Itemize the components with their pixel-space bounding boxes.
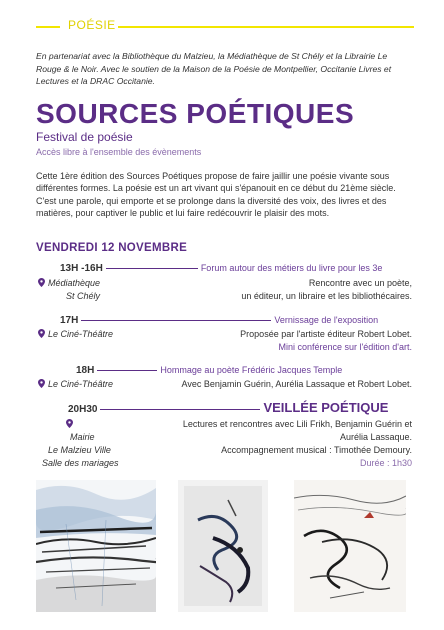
event-3-detail: Avec Benjamin Guérin, Aurélia Lassaque et Robert Lobet. bbox=[181, 379, 412, 389]
location-pin-icon bbox=[38, 329, 45, 338]
event-1-header bbox=[60, 263, 412, 274]
event-2-place: Le Ciné-Théâtre bbox=[48, 329, 114, 339]
artwork-sketch-illustration bbox=[294, 480, 406, 612]
event-3-dash bbox=[97, 370, 157, 371]
event-1-detail-1: Rencontre avec un poète, bbox=[308, 278, 412, 288]
header-rule-left bbox=[36, 26, 60, 28]
event-1-time: 13H -16H bbox=[60, 263, 103, 274]
event-2-detail-1: Proposée par l'artiste éditeur Robert Lobet. bbox=[240, 329, 412, 339]
event-4-detail-2: Aurélia Lassaque. bbox=[339, 432, 412, 442]
event-1-place-1: Médiathèque bbox=[48, 278, 101, 288]
artwork-landscape-illustration bbox=[36, 480, 156, 612]
artwork-image-1 bbox=[36, 480, 156, 612]
festival-description: Cette 1ère édition des Sources Poétiques propose de faire jaillir une poésie vivante sous différentes formes. La poésie est un art vivant qui s'épanouit en ce début du 21ème siècle. C'est une parole, qui emporte et se prolonge dans la diversité des voix, des livres et des matières, pour captiver le public et lui faire redécouvrir le plaisir des mots. bbox=[36, 171, 396, 218]
day-heading: VENDREDI 12 NOVEMBRE bbox=[36, 242, 188, 254]
event-1-detail-2: un éditeur, un libraire et les bibliothécaires. bbox=[241, 291, 412, 301]
event-3-place: Le Ciné-Théâtre bbox=[48, 379, 114, 389]
event-1-title: Forum autour des métiers du livre pour les 3e bbox=[200, 263, 383, 273]
event-3-header bbox=[76, 365, 412, 376]
event-4-place-3: Salle des mariages bbox=[42, 458, 119, 468]
event-2-detail-2: Mini conférence sur l'édition d'art. bbox=[278, 342, 412, 352]
event-4-place-2: Le Malzieu Ville bbox=[48, 445, 111, 455]
event-4-dash bbox=[100, 409, 260, 410]
event-3-time: 18H bbox=[76, 365, 95, 376]
partners-intro: En partenariat avec la Bibliothèque du Malzieu, la Médiathèque de St Chély et la Librairie Le Rouge & le Noir. Avec le soutien de la Maison de la Poésie de Montpellier, Occitanie Livres et Lectures et la DRAC Occitanie. bbox=[36, 51, 392, 86]
artwork-image-3 bbox=[294, 480, 406, 612]
location-pin-icon bbox=[66, 419, 73, 428]
section-label: POÉSIE bbox=[68, 18, 116, 32]
event-4-title: VEILLÉE POÉTIQUE bbox=[263, 400, 389, 415]
event-2-title: Vernissage de l'exposition bbox=[274, 315, 379, 325]
artwork-image-2 bbox=[178, 480, 268, 612]
artwork-brush-illustration bbox=[178, 480, 268, 612]
event-4-duration: Durée : 1h30 bbox=[359, 458, 412, 468]
location-pin-icon bbox=[38, 278, 45, 287]
event-2-header bbox=[60, 315, 412, 326]
event-4-time: 20H30 bbox=[68, 404, 98, 415]
event-4-header bbox=[68, 400, 412, 415]
event-2-dash bbox=[81, 320, 271, 321]
header-rule-right bbox=[118, 26, 414, 28]
event-2-time: 17H bbox=[60, 315, 79, 326]
event-1-dash bbox=[106, 268, 198, 269]
event-4-detail-3: Accompagnement musical : Timothée Demoury. bbox=[221, 445, 412, 455]
access-note: Accès libre à l'ensemble des évènements bbox=[36, 147, 202, 157]
location-pin-icon bbox=[38, 379, 45, 388]
event-3-title: Hommage au poète Frédéric Jacques Temple bbox=[160, 365, 343, 375]
page-title: SOURCES POÉTIQUES bbox=[36, 98, 355, 129]
event-1-place-2: St Chély bbox=[66, 291, 101, 301]
event-4-place-1: Mairie bbox=[70, 432, 95, 442]
event-4-detail-1: Lectures et rencontres avec Lili Frikh, Benjamin Guérin et bbox=[182, 419, 412, 429]
subtitle: Festival de poésie bbox=[36, 130, 133, 144]
